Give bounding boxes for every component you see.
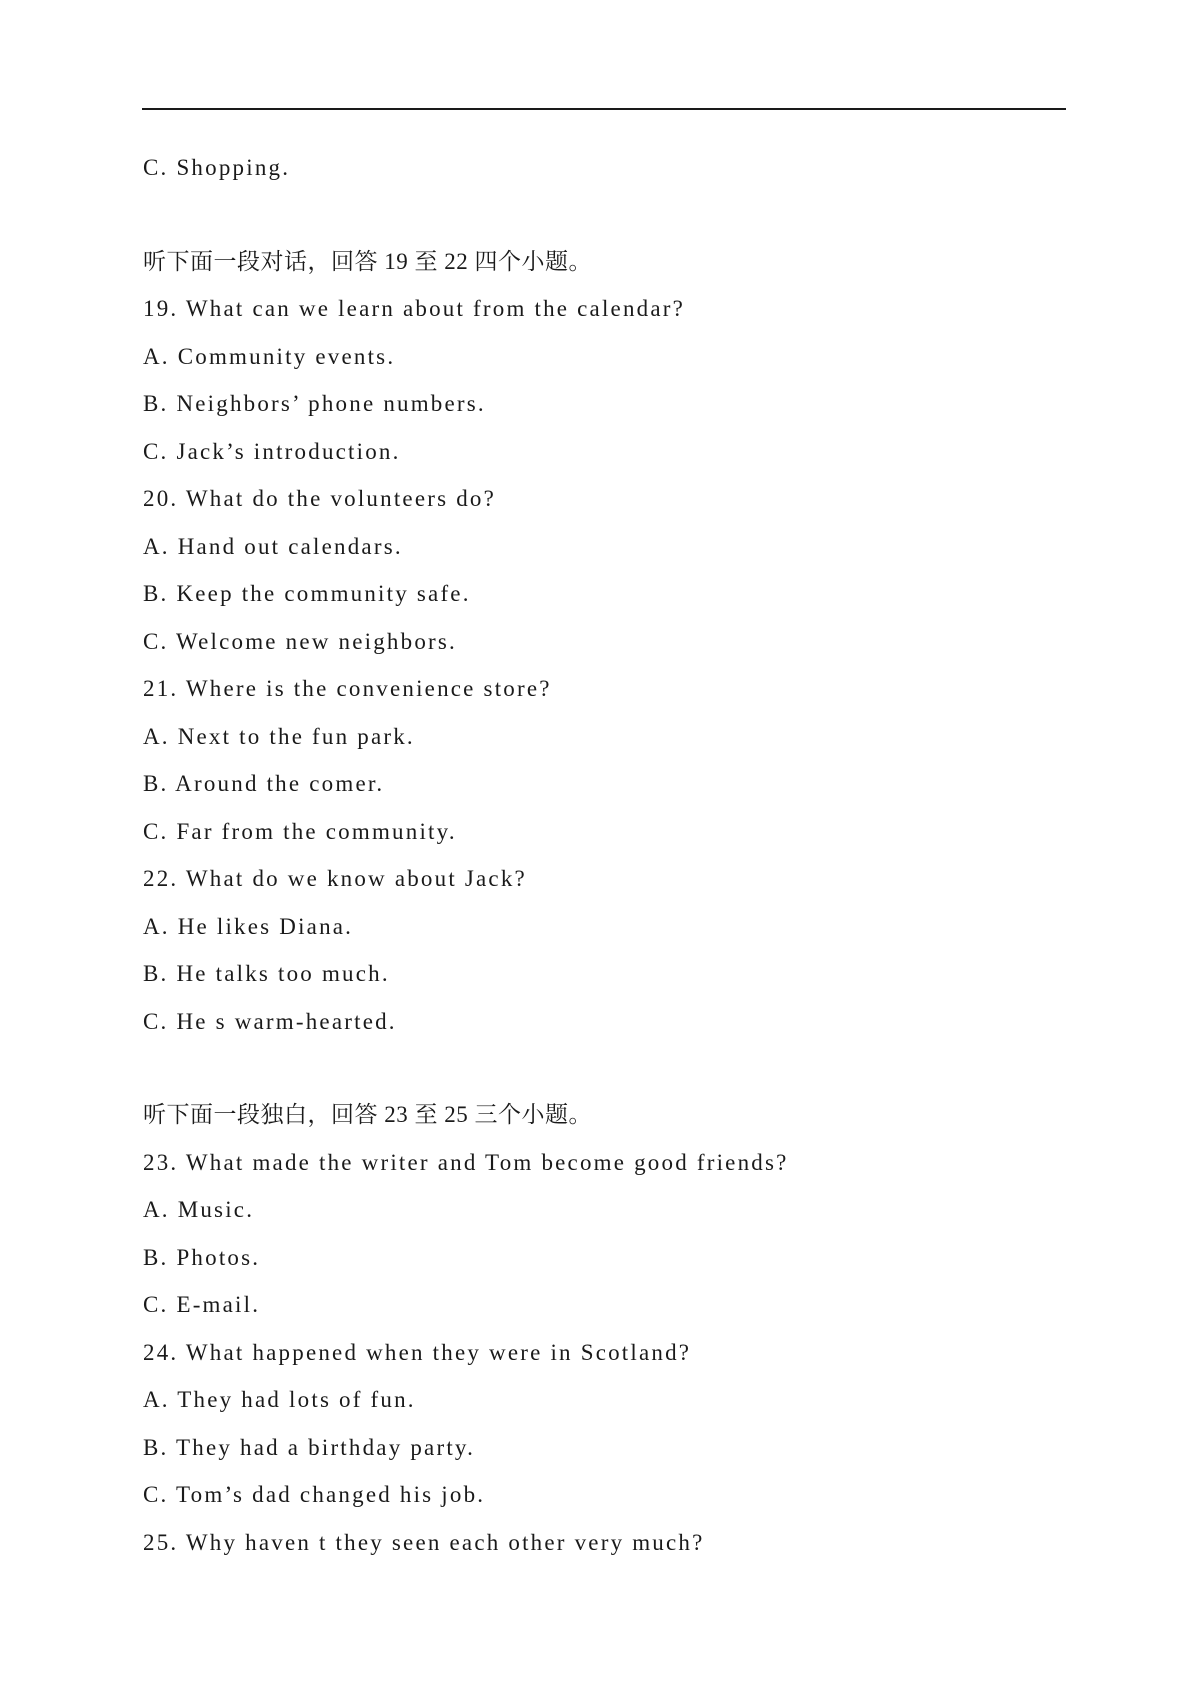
option-23c: C. E-mail. <box>143 1292 261 1317</box>
question-21: 21. Where is the convenience store? <box>143 676 552 701</box>
question-19: 19. What can we learn about from the calendar? <box>143 296 686 321</box>
option-24b: B. They had a birthday party. <box>143 1434 476 1460</box>
option-20c: C. Welcome new neighbors. <box>143 628 457 654</box>
option-24a: A. They had lots of fun. <box>143 1387 416 1412</box>
option-23a: A. Music. <box>143 1197 255 1222</box>
question-list <box>143 144 1063 1566</box>
option-22c: C. He s warm-hearted. <box>143 1008 397 1034</box>
option-24c: C. Tom’s dad changed his job. <box>143 1482 486 1507</box>
section-spacer <box>143 192 1063 238</box>
option-19a: A. Community events. <box>143 343 396 369</box>
section-instruction-dialogue: 听下面一段对话，回答 19 至 22 四个小题。 <box>143 248 592 274</box>
option-21a: A. Next to the fun park. <box>143 723 415 749</box>
option-21b: B. Around the comer. <box>143 771 385 796</box>
section-spacer <box>143 1045 1063 1091</box>
option-21c: C. Far from the community. <box>143 818 457 844</box>
section-instruction-monologue: 听下面一段独白，回答 23 至 25 三个小题。 <box>143 1102 592 1127</box>
question-22: 22. What do we know about Jack? <box>143 866 527 891</box>
option-22a: A. He likes Diana. <box>143 913 354 939</box>
option-18c: C. Shopping. <box>143 155 291 180</box>
option-22b: B. He talks too much. <box>143 961 390 986</box>
option-23b: B. Photos. <box>143 1244 261 1270</box>
option-19b: B. Neighbors’ phone numbers. <box>143 391 486 416</box>
question-24: 24. What happened when they were in Scotland? <box>143 1339 692 1365</box>
question-23: 23. What made the writer and Tom become good friends? <box>143 1149 789 1175</box>
option-20a: A. Hand out calendars. <box>143 533 403 559</box>
option-20b: B. Keep the community safe. <box>143 581 471 606</box>
option-19c: C. Jack’s introduction. <box>143 438 401 464</box>
question-25: 25. Why haven t they seen each other very much? <box>143 1529 705 1555</box>
question-20: 20. What do the volunteers do? <box>143 486 497 511</box>
header-rule <box>142 108 1066 110</box>
